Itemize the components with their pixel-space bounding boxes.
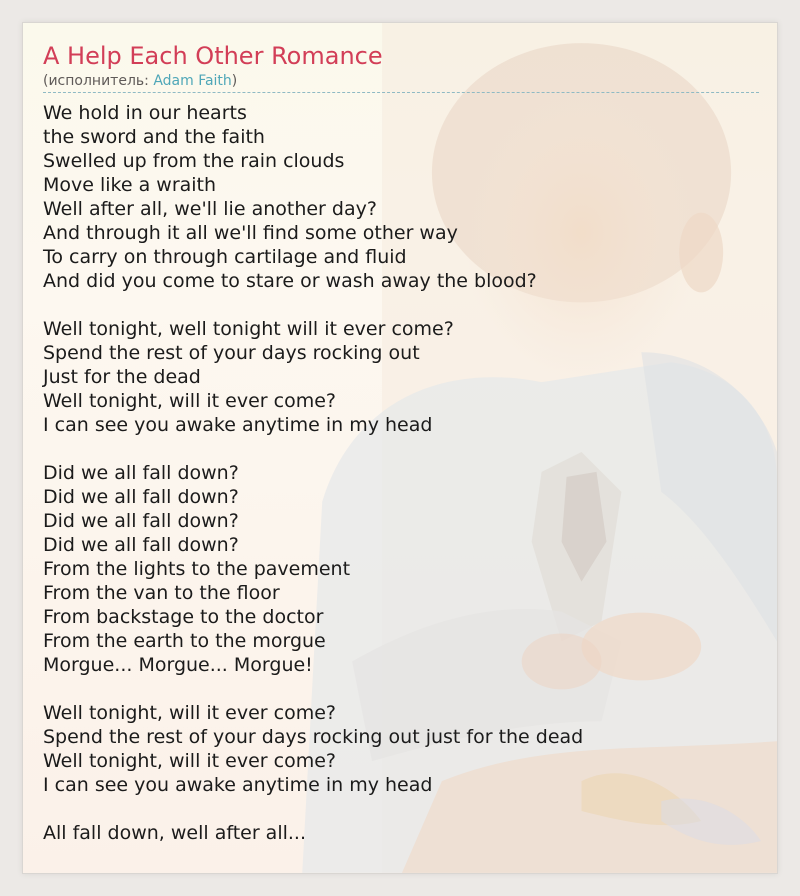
lyrics-line: Spend the rest of your days rocking out — [43, 342, 420, 364]
lyrics-line: the sword and the faith — [43, 126, 265, 148]
lyrics-line: From backstage to the doctor — [43, 606, 324, 628]
lyrics-stanza — [43, 701, 759, 797]
lyrics-card — [22, 22, 778, 874]
lyrics-line: Just for the dead — [43, 366, 201, 388]
lyrics-line: Well tonight, will it ever come? — [43, 702, 336, 724]
lyrics-line: And did you come to stare or wash away the blood? — [43, 270, 537, 292]
lyrics-line: I can see you awake anytime in my head — [43, 414, 433, 436]
artist-prefix: (исполнитель: — [43, 73, 154, 89]
lyrics-line: Did we all fall down? — [43, 486, 239, 508]
lyrics-stanza — [43, 317, 759, 437]
lyrics-line: Well tonight, will it ever come? — [43, 390, 336, 412]
lyrics-line: Did we all fall down? — [43, 534, 239, 556]
lyrics-line: Did we all fall down? — [43, 462, 239, 484]
lyrics-line: Morgue... Morgue... Morgue! — [43, 654, 313, 676]
lyrics-line: Spend the rest of your days rocking out just for the dead — [43, 726, 584, 748]
lyrics-line: Did we all fall down? — [43, 510, 239, 532]
lyrics-body — [43, 101, 759, 845]
lyrics-line: To carry on through cartilage and fluid — [43, 246, 407, 268]
lyrics-stanza — [43, 101, 759, 293]
artist-line — [43, 72, 759, 93]
lyrics-stanza — [43, 821, 759, 845]
lyrics-line: From the van to the floor — [43, 582, 280, 604]
lyrics-line: We hold in our hearts — [43, 102, 247, 124]
song-title: A Help Each Other Romance — [43, 42, 383, 70]
lyrics-stanza — [43, 461, 759, 677]
lyrics-line: Swelled up from the rain clouds — [43, 150, 345, 172]
lyrics-line: Well after all, we'll lie another day? — [43, 198, 377, 220]
lyrics-line: Well tonight, will it ever come? — [43, 750, 336, 772]
lyrics-line: Move like a wraith — [43, 174, 217, 196]
lyrics-line: Well tonight, well tonight will it ever come? — [43, 318, 454, 340]
lyrics-line: From the earth to the morgue — [43, 630, 326, 652]
lyrics-line: I can see you awake anytime in my head — [43, 774, 433, 796]
lyrics-line: All fall down, well after all... — [43, 822, 307, 844]
lyrics-line: From the lights to the pavement — [43, 558, 351, 580]
artist-suffix: ) — [231, 73, 238, 89]
lyrics-line: And through it all we'll find some other way — [43, 222, 458, 244]
lyrics-content — [43, 40, 759, 869]
artist-link[interactable]: Adam Faith — [153, 73, 232, 89]
